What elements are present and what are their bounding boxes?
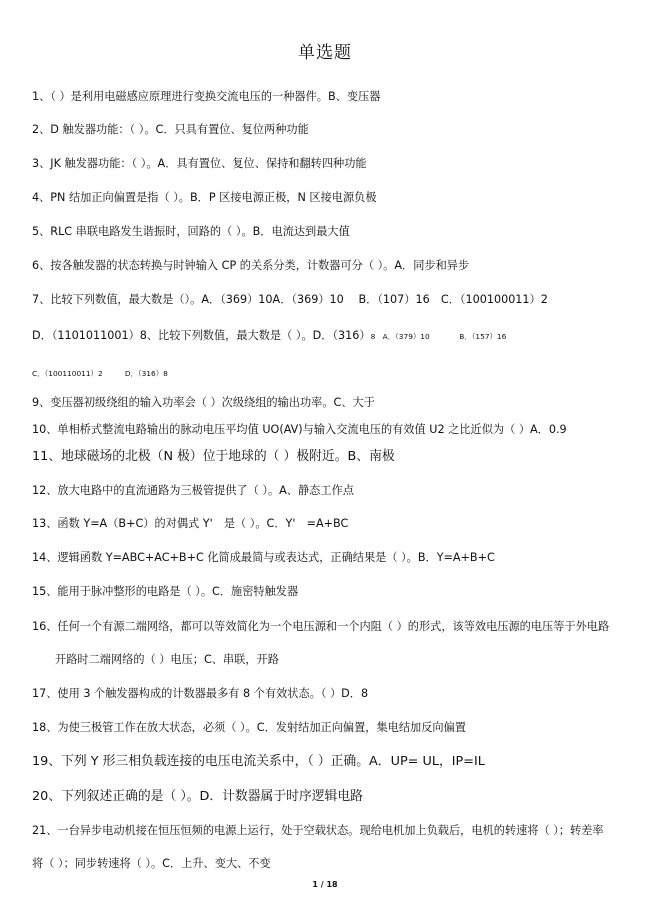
question-17: 17、使用 3 个触发器构成的计数器最多有 8 个有效状态。（ ）D．8: [32, 687, 369, 700]
question-7-options: C．（100110011）2 D．（316）8: [32, 369, 168, 378]
question-6: 6、按各触发器的状态转换与时钟输入 CP 的关系分类，计数器可分（ ）。A．同步和异步: [32, 259, 470, 272]
question-18: 18、为使三极管工作在放大状态，必须（ ）。C．发射结加正向偏置，集电结加反向偏置: [32, 721, 466, 734]
page-number: 1 / 18: [312, 880, 338, 889]
question-5: 5、RLC 串联电路发生谐振时，回路的（ ）。B．电流达到最大值: [32, 225, 350, 238]
question-7-continued: [32, 328, 506, 345]
question-10: 10、单相桥式整流电路输出的脉动电压平均值 UO(AV)与输入交流电压的有效值 U2 之比近似为（ ）A．0.9: [32, 423, 567, 436]
question-16-continued: 开路时二端网络的（ ）电压；C、串联，开路: [55, 653, 279, 666]
question-21-continued: 将（ ）；同步转速将（ ）。C．上升、变大、不变: [32, 857, 271, 870]
question-13: 13、函数 Y=A（B+C）的对偶式 Y' 是（ ）。C．Y' =A+BC: [32, 517, 349, 530]
page-title: 单选题: [298, 43, 352, 63]
question-12: 12、放大电路中的直流通路为三极管提供了（ ）。A、静态工作点: [32, 484, 354, 497]
question-14: 14、逻辑函数 Y=ABC+AC+B+C 化简成最简与或表达式，正确结果是（ ）。B．Y=A+B+C: [32, 551, 495, 564]
question-11: 11、地球磁场的北极（N 极）位于地球的（ ）极附近。B、南极: [32, 449, 395, 464]
question-21: 21、一台异步电动机接在恒压恒频的电源上运行，处于空载状态。现给电机加上负载后，电机的转速将（ ）；转差率: [32, 824, 604, 837]
question-7: 7、比较下列数值，最大数是（）。A．（369）10A．（369）10 B．（107）16 C．（100100011）2: [32, 293, 548, 306]
question-3: 3、JK 触发器功能：（ ）。A．具有置位、复位、保持和翻转四种功能: [32, 157, 367, 170]
question-9: 9、变压器初级绕组的输入功率会（ ）次级绕组的输出功率。C、大于: [32, 396, 375, 409]
question-2: 2、D 触发器功能：（ ）。C．只具有置位、复位两种功能: [32, 123, 309, 136]
question-7-continued-small: 8 A．（379）10 B．（157）16: [370, 332, 507, 341]
question-1: 1、（ ）是利用电磁感应原理进行变换交流电压的一种器件。B、变压器: [32, 90, 381, 103]
question-7-continued-main: D．（1101011001）8、比较下列数值，最大数是（ ）。D．（316）: [32, 329, 371, 342]
question-20: 20、下列叙述正确的是（ ）。D．计数器属于时序逻辑电路: [32, 789, 363, 804]
question-19: 19、下列 Y 形三相负载连接的电压电流关系中，（ ）正确。A．UP= UL，IP=IL: [32, 754, 485, 769]
question-4: 4、PN 结加正向偏置是指（ ）。B．P 区接电源正极，N 区接电源负极: [32, 191, 377, 204]
question-15: 15、能用于脉冲整形的电路是（ ）。C．施密特触发器: [32, 585, 299, 598]
question-16: 16、任何一个有源二端网络，都可以等效简化为一个电压源和一个内阻（ ）的形式，该等效电压源的电压等于外电路: [32, 620, 610, 633]
